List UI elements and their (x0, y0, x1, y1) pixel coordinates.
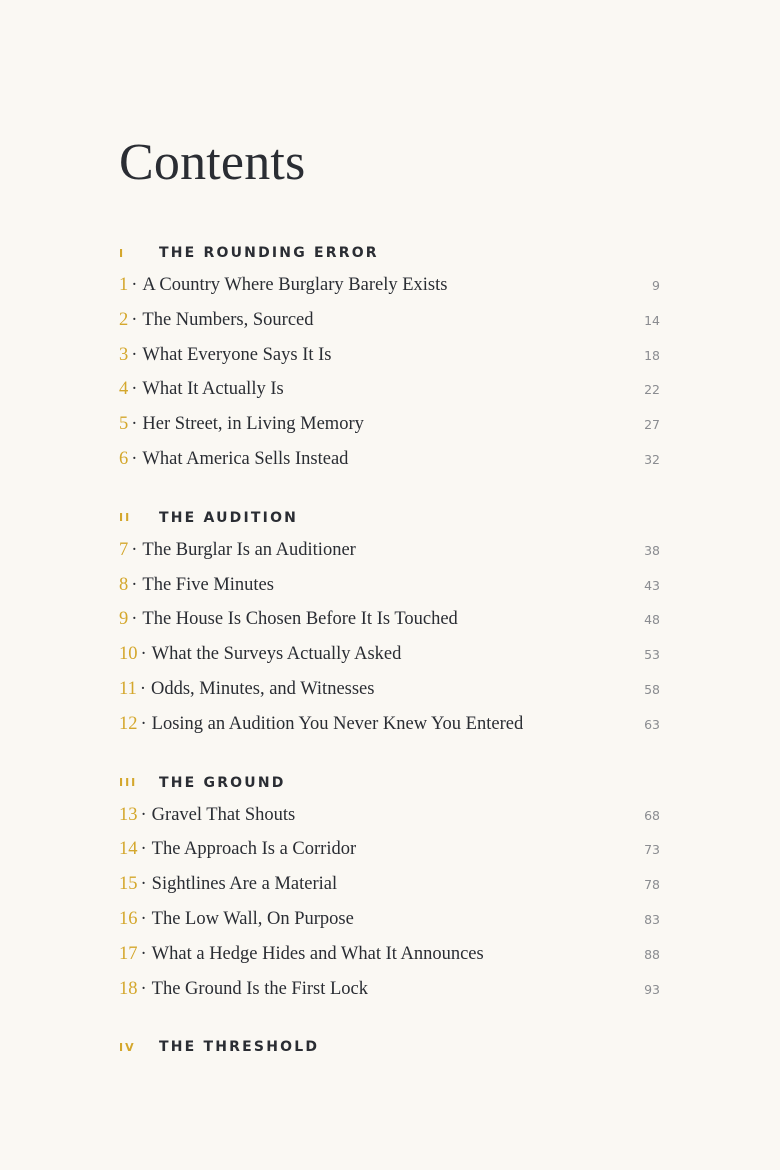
chapter-separator: · (131, 344, 138, 365)
chapter-separator: · (131, 414, 138, 435)
toc-chapter-entry[interactable] (119, 902, 661, 937)
chapter-page-number: 22 (644, 382, 660, 398)
chapter-label (119, 372, 284, 407)
chapter-page-number: 9 (652, 278, 660, 293)
toc-chapter-entry[interactable] (119, 372, 661, 407)
part-header (119, 238, 661, 268)
chapter-number: 4 (119, 379, 129, 400)
chapter-separator: · (131, 448, 138, 469)
chapter-separator: · (140, 908, 147, 929)
toc-part (119, 1032, 661, 1062)
chapter-label (119, 672, 374, 707)
chapter-separator: · (131, 275, 138, 295)
chapter-page-number: 63 (644, 716, 660, 732)
chapter-separator: · (140, 644, 147, 665)
toc-chapter-entry[interactable] (119, 707, 661, 742)
chapter-page-number: 93 (644, 981, 660, 997)
chapter-number: 2 (119, 309, 129, 330)
chapter-label (119, 867, 337, 902)
chapter-number: 12 (119, 713, 138, 734)
toc-chapter-entry[interactable] (119, 937, 661, 972)
chapter-number: 16 (119, 908, 138, 929)
chapter-page-number: 53 (644, 647, 660, 663)
chapter-label (119, 268, 447, 303)
chapter-page-number: 58 (644, 681, 660, 697)
chapter-page-number: 68 (644, 807, 660, 823)
chapter-label (119, 407, 364, 442)
chapter-title: What the Surveys Actually Asked (151, 644, 402, 665)
chapter-label (119, 602, 458, 637)
toc-chapter-entry[interactable] (119, 303, 661, 338)
chapter-number: 17 (119, 943, 138, 964)
chapter-label (119, 303, 314, 338)
chapter-number: 8 (119, 574, 129, 595)
page-title: Contents (119, 134, 306, 191)
toc-chapter-entry[interactable] (119, 867, 661, 902)
chapter-page-number: 83 (644, 911, 660, 927)
chapter-page-number: 38 (644, 542, 660, 558)
toc-part (119, 768, 661, 1007)
part-numeral: IV (119, 1040, 136, 1054)
chapter-title: The Five Minutes (142, 574, 274, 595)
toc-chapter-entry[interactable] (119, 798, 661, 833)
chapter-number: 18 (119, 978, 138, 999)
toc-chapter-entry[interactable] (119, 533, 661, 568)
part-chapter-list (119, 798, 661, 1007)
part-title: THE AUDITION (159, 509, 299, 526)
chapter-separator: · (140, 804, 147, 825)
chapter-number: 3 (119, 344, 129, 365)
part-numeral: I (119, 246, 126, 260)
toc-chapter-entry[interactable] (119, 602, 661, 637)
chapter-separator: · (140, 713, 147, 734)
chapter-number: 13 (119, 804, 138, 825)
part-title: THE GROUND (159, 774, 286, 791)
part-header (119, 1032, 661, 1062)
part-numeral: II (119, 511, 132, 525)
toc-chapter-entry[interactable] (119, 637, 661, 672)
chapter-title: Odds, Minutes, and Witnesses (151, 678, 375, 699)
chapter-label (119, 707, 523, 742)
part-header (119, 503, 661, 533)
part-numeral: III (119, 776, 138, 790)
chapter-title: Her Street, in Living Memory (142, 414, 364, 435)
toc-chapter-entry[interactable] (119, 442, 661, 477)
toc-chapter-entry[interactable] (119, 338, 661, 373)
chapter-number: 5 (119, 414, 129, 435)
chapter-page-number: 88 (644, 946, 660, 962)
chapter-number: 9 (119, 609, 129, 630)
chapter-title: A Country Where Burglary Barely Exists (142, 275, 448, 295)
chapter-page-number: 48 (644, 612, 660, 628)
chapter-separator: · (140, 943, 147, 964)
part-title: THE ROUNDING ERROR (159, 245, 379, 261)
chapter-number: 11 (119, 678, 137, 699)
chapter-title: The Ground Is the First Lock (151, 978, 368, 999)
toc-part (119, 503, 661, 742)
chapter-label (119, 972, 368, 1007)
chapter-page-number: 14 (644, 312, 660, 328)
chapter-label (119, 338, 331, 373)
chapter-title: What Everyone Says It Is (142, 344, 332, 365)
part-chapter-list (119, 268, 661, 477)
chapter-page-number: 78 (644, 877, 660, 893)
chapter-separator: · (131, 539, 138, 560)
chapter-page-number: 32 (644, 451, 660, 467)
chapter-separator: · (139, 678, 146, 699)
chapter-separator: · (131, 379, 138, 400)
chapter-title: Losing an Audition You Never Knew You Entered (151, 713, 524, 734)
chapter-number: 6 (119, 448, 129, 469)
chapter-number: 7 (119, 539, 129, 560)
chapter-label (119, 832, 356, 867)
chapter-title: Sightlines Are a Material (151, 874, 338, 895)
chapter-title: The Burglar Is an Auditioner (142, 539, 356, 560)
chapter-label (119, 442, 348, 477)
chapter-title: What America Sells Instead (142, 448, 349, 469)
chapter-number: 14 (119, 839, 138, 860)
chapter-title: What It Actually Is (142, 379, 284, 400)
chapter-title: The Low Wall, On Purpose (151, 908, 354, 929)
chapter-separator: · (140, 839, 147, 860)
toc-chapter-entry[interactable] (119, 672, 661, 707)
toc-chapter-entry[interactable] (119, 832, 661, 867)
chapter-separator: · (131, 609, 138, 630)
chapter-label (119, 798, 295, 833)
toc-chapter-entry[interactable] (119, 568, 661, 603)
chapter-separator: · (131, 309, 138, 330)
chapter-page-number: 18 (644, 347, 660, 363)
chapter-title: The Numbers, Sourced (142, 309, 314, 330)
chapter-separator: · (140, 874, 147, 895)
chapter-separator: · (140, 978, 147, 999)
chapter-page-number: 27 (644, 417, 660, 433)
toc-chapter-entry[interactable] (119, 268, 661, 303)
chapter-label (119, 937, 484, 972)
table-of-contents (119, 238, 661, 1062)
chapter-number: 10 (119, 644, 138, 665)
toc-chapter-entry[interactable] (119, 407, 661, 442)
chapter-title: The House Is Chosen Before It Is Touched (142, 609, 458, 630)
chapter-label (119, 902, 354, 937)
chapter-title: What a Hedge Hides and What It Announces (151, 943, 484, 964)
chapter-separator: · (131, 574, 138, 595)
chapter-title: The Approach Is a Corridor (151, 839, 357, 860)
chapter-label (119, 533, 356, 568)
part-title: THE THRESHOLD (159, 1039, 320, 1056)
chapter-page-number: 73 (644, 842, 660, 858)
part-chapter-list (119, 533, 661, 742)
chapter-label (119, 568, 274, 603)
toc-chapter-entry[interactable] (119, 972, 661, 1007)
part-header (119, 768, 661, 798)
chapter-page-number: 43 (644, 577, 660, 593)
chapter-title: Gravel That Shouts (151, 804, 296, 825)
chapter-number: 15 (119, 874, 138, 895)
chapter-label (119, 637, 401, 672)
chapter-number: 1 (119, 275, 129, 295)
toc-part (119, 238, 661, 477)
